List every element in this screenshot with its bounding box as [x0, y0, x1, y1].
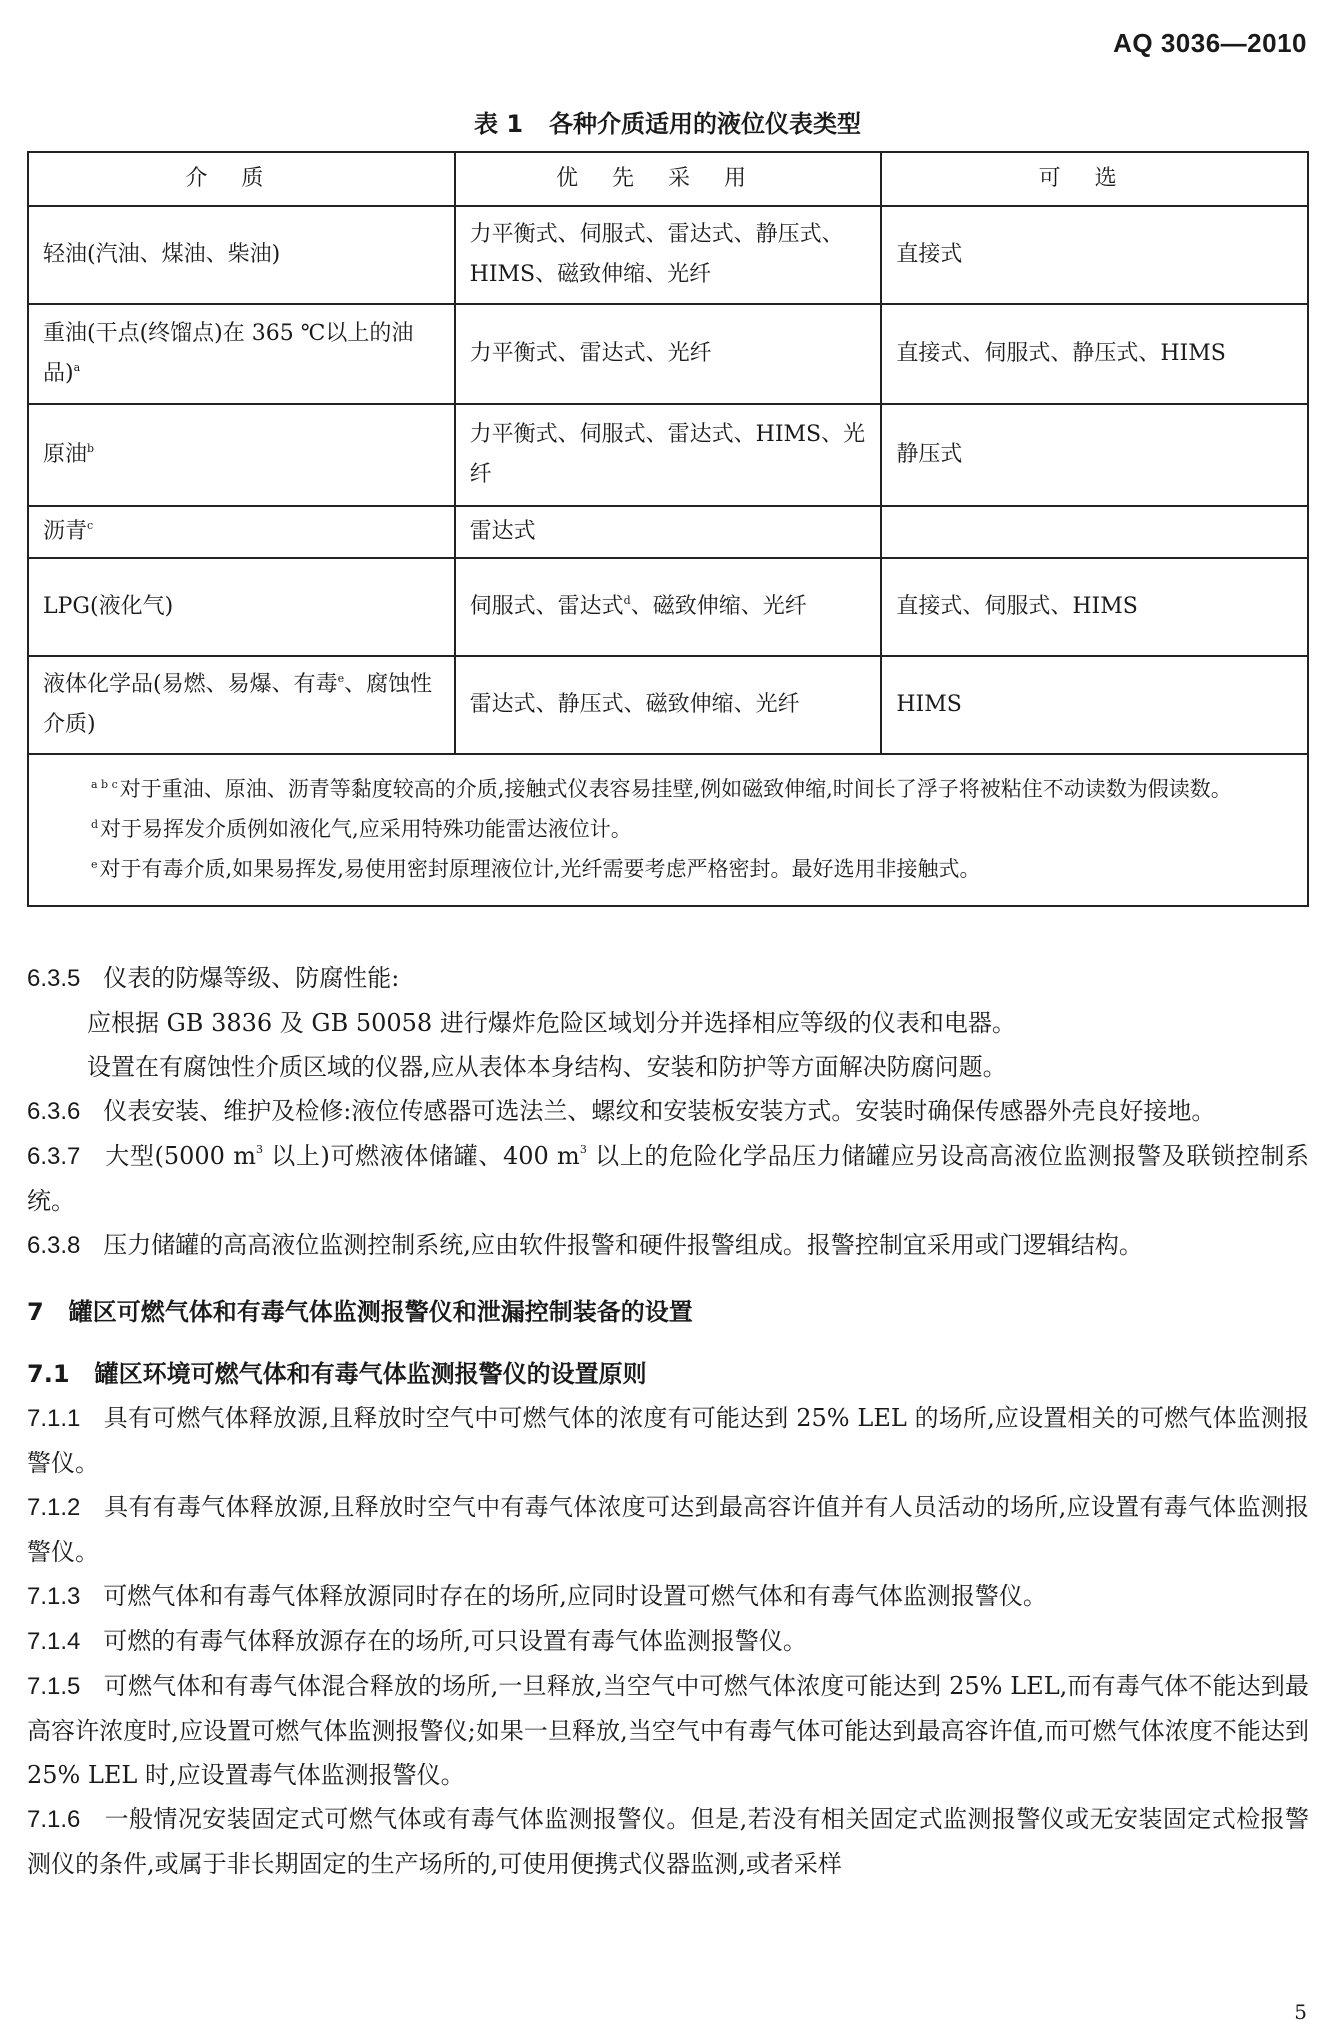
clause-6-3-5 — [27, 956, 1309, 1001]
clause-number: 7.1.2 — [27, 1494, 81, 1521]
table-notes — [28, 754, 1308, 906]
clause-number: 7.1.6 — [27, 1806, 81, 1833]
clause-number: 7.1.1 — [27, 1405, 81, 1432]
note-mark: e — [91, 858, 98, 871]
section-title: 罐区环境可燃气体和有毒气体监测报警仪的设置原则 — [94, 1360, 647, 1388]
clause-text: 仪表安装、维护及检修:液位传感器可选法兰、螺纹和安装板安装方式。安装时确保传感器外壳良好接地。 — [103, 1097, 1216, 1125]
clause-text: 可燃的有毒气体释放源存在的场所,可只设置有毒气体监测报警仪。 — [103, 1627, 807, 1655]
clause-6-3-6 — [27, 1089, 1309, 1134]
cell-preferred: 雷达式 — [455, 506, 882, 558]
cell-optional — [881, 506, 1308, 558]
clause-7-1-4 — [27, 1619, 1309, 1664]
cell-preferred: 力平衡式、雷达式、光纤 — [455, 304, 882, 404]
paragraph: 设置在有腐蚀性介质区域的仪器,应从表体本身结构、安装和防护等方面解决防腐问题。 — [87, 1053, 1007, 1081]
clause-number: 7.1.5 — [27, 1673, 81, 1700]
col-header-optional: 可选 — [881, 152, 1308, 206]
table-note — [91, 849, 1287, 889]
table-title — [0, 104, 1335, 139]
col-header-medium: 介质 — [28, 152, 455, 206]
preferred-text: 伺服式、雷达式 — [469, 594, 624, 619]
clause-text: 大型(5000 m — [105, 1142, 256, 1170]
cell-medium: LPG(液化气) — [28, 558, 455, 656]
table-row — [28, 656, 1308, 754]
media-level-gauge-table — [27, 151, 1309, 907]
clause-text: 一般情况安装固定式可燃气体或有毒气体监测报警仪。但是,若没有相关固定式监测报警仪或无安装固定式检报警测仪的条件,或属于非长期固定的生产场所的,可使用便携式仪器监测,或者采样 — [27, 1805, 1309, 1878]
note-mark: a b c — [91, 778, 118, 791]
table-caption: 各种介质适用的液位仪表类型 — [549, 110, 862, 138]
table-note — [91, 769, 1287, 809]
clause-text: 以上的危险化学品压力储罐应另设高高液位监测报警及联锁控制系统。 — [27, 1142, 1310, 1215]
cell-medium — [28, 656, 455, 754]
clause-7-1-1 — [27, 1396, 1309, 1485]
clause-number: 6.3.8 — [27, 1232, 81, 1259]
medium-text: 原油 — [43, 442, 88, 467]
clause-text: 可燃气体和有毒气体释放源同时存在的场所,应同时设置可燃气体和有毒气体监测报警仪。 — [103, 1582, 1047, 1610]
cell-optional: 直接式 — [881, 206, 1308, 304]
clause-text: 具有可燃气体释放源,且释放时空气中可燃气体的浓度有可能达到 25% LEL 的场所,应设置相关的可燃气体监测报警仪。 — [27, 1404, 1309, 1477]
cell-medium — [28, 206, 455, 304]
col-header-preferred: 优先采用 — [455, 152, 882, 206]
note-text: 对于重油、原油、沥青等黏度较高的介质,接触式仪表容易挂壁,例如磁致伸缩,时间长了浮子将被粘住不动读数为假读数。 — [119, 777, 1232, 801]
table-row — [28, 206, 1308, 304]
section-7-heading — [27, 1290, 1309, 1334]
superscript: 3 — [255, 1143, 263, 1156]
clause-6-3-7 — [27, 1134, 1309, 1223]
section-7-1-heading — [27, 1352, 1309, 1396]
clause-number: 6.3.6 — [27, 1098, 81, 1125]
clause-text: 压力储罐的高高液位监测控制系统,应由软件报警和硬件报警组成。报警控制宜采用或门逻辑结构。 — [103, 1231, 1143, 1259]
cell-optional: 静压式 — [881, 404, 1308, 506]
medium-text: 、腐蚀性介质) — [43, 672, 433, 737]
cell-medium — [28, 404, 455, 506]
cell-preferred: 力平衡式、伺服式、雷达式、静压式、HIMS、磁致伸缩、光纤 — [455, 206, 882, 304]
table-row — [28, 558, 1308, 656]
cell-preferred: 力平衡式、伺服式、雷达式、HIMS、光纤 — [455, 404, 882, 506]
cell-preferred: 雷达式、静压式、磁致伸缩、光纤 — [455, 656, 882, 754]
cell-optional: 直接式、伺服式、静压式、HIMS — [881, 304, 1308, 404]
section-number: 7 — [27, 1298, 44, 1326]
section-title: 罐区可燃气体和有毒气体监测报警仪和泄漏控制装备的设置 — [68, 1298, 693, 1326]
medium-text: 重油(干点(终馏点)在 365 ℃以上的油品) — [43, 321, 414, 386]
clause-7-1-5 — [27, 1664, 1309, 1797]
footnote-mark: a — [73, 361, 81, 374]
clause-7-1-2 — [27, 1485, 1309, 1574]
preferred-text: 、磁致伸缩、光纤 — [630, 594, 807, 619]
footnote-mark: c — [87, 519, 94, 532]
medium-text: 液体化学品(易燃、易爆、有毒 — [43, 672, 338, 697]
table-row — [28, 404, 1308, 506]
paragraph: 应根据 GB 3836 及 GB 50058 进行爆炸危险区域划分并选择相应等级的仪表和电器。 — [87, 1009, 1016, 1037]
clause-text: 以上)可燃液体储罐、400 m — [262, 1142, 580, 1170]
clause-number: 7.1.4 — [27, 1628, 81, 1655]
clause-text: 可燃气体和有毒气体混合释放的场所,一旦释放,当空气中可燃气体浓度可能达到 25% LEL,而有毒气体不能达到最高容许浓度时,应设置可燃气体监测报警仪;如果一旦释放,当空气中有毒气体可能达到最高容许值,而可燃气体浓度不能达到 25% LEL 时,应设置毒气体监测报警仪。 — [27, 1672, 1309, 1789]
table-notes-row — [28, 754, 1308, 906]
cell-medium — [28, 506, 455, 558]
clause-text: 具有有毒气体释放源,且释放时空气中有毒气体浓度可达到最高容许值并有人员活动的场所,应设置有毒气体监测报警仪。 — [27, 1493, 1309, 1566]
note-text: 对于易挥发介质例如液化气,应采用特殊功能雷达液位计。 — [100, 817, 632, 841]
cell-optional: HIMS — [881, 656, 1308, 754]
table-row — [28, 506, 1308, 558]
clause-number: 7.1.3 — [27, 1583, 81, 1610]
footnote-mark: d — [623, 594, 631, 607]
cell-optional: 直接式、伺服式、HIMS — [881, 558, 1308, 656]
footnote-mark: b — [87, 442, 95, 455]
medium-text: 轻油(汽油、煤油、柴油) — [43, 242, 281, 267]
table-note — [91, 809, 1287, 849]
page-number: 5 — [1294, 2000, 1307, 2024]
body-text — [27, 956, 1309, 1886]
clause-title: 仪表的防爆等级、防腐性能: — [103, 964, 400, 992]
cell-preferred — [455, 558, 882, 656]
clause-7-1-6 — [27, 1797, 1309, 1886]
note-text: 对于有毒介质,如果易挥发,易使用密封原理液位计,光纤需要考虑严格密封。最好选用非接触式。 — [99, 857, 981, 881]
clause-7-1-3 — [27, 1574, 1309, 1619]
superscript: 3 — [579, 1143, 587, 1156]
clause-6-3-8 — [27, 1223, 1309, 1268]
clause-number: 6.3.7 — [27, 1143, 81, 1170]
standard-code: AQ 3036—2010 — [1113, 28, 1307, 58]
table-row — [28, 304, 1308, 404]
section-number: 7.1 — [27, 1360, 70, 1388]
cell-medium — [28, 304, 455, 404]
table-header-row — [28, 152, 1308, 206]
note-mark: d — [91, 818, 99, 831]
clause-number: 6.3.5 — [27, 965, 81, 992]
table-number: 表 1 — [473, 110, 524, 138]
medium-text: 沥青 — [43, 519, 88, 544]
footnote-mark: e — [337, 672, 345, 685]
